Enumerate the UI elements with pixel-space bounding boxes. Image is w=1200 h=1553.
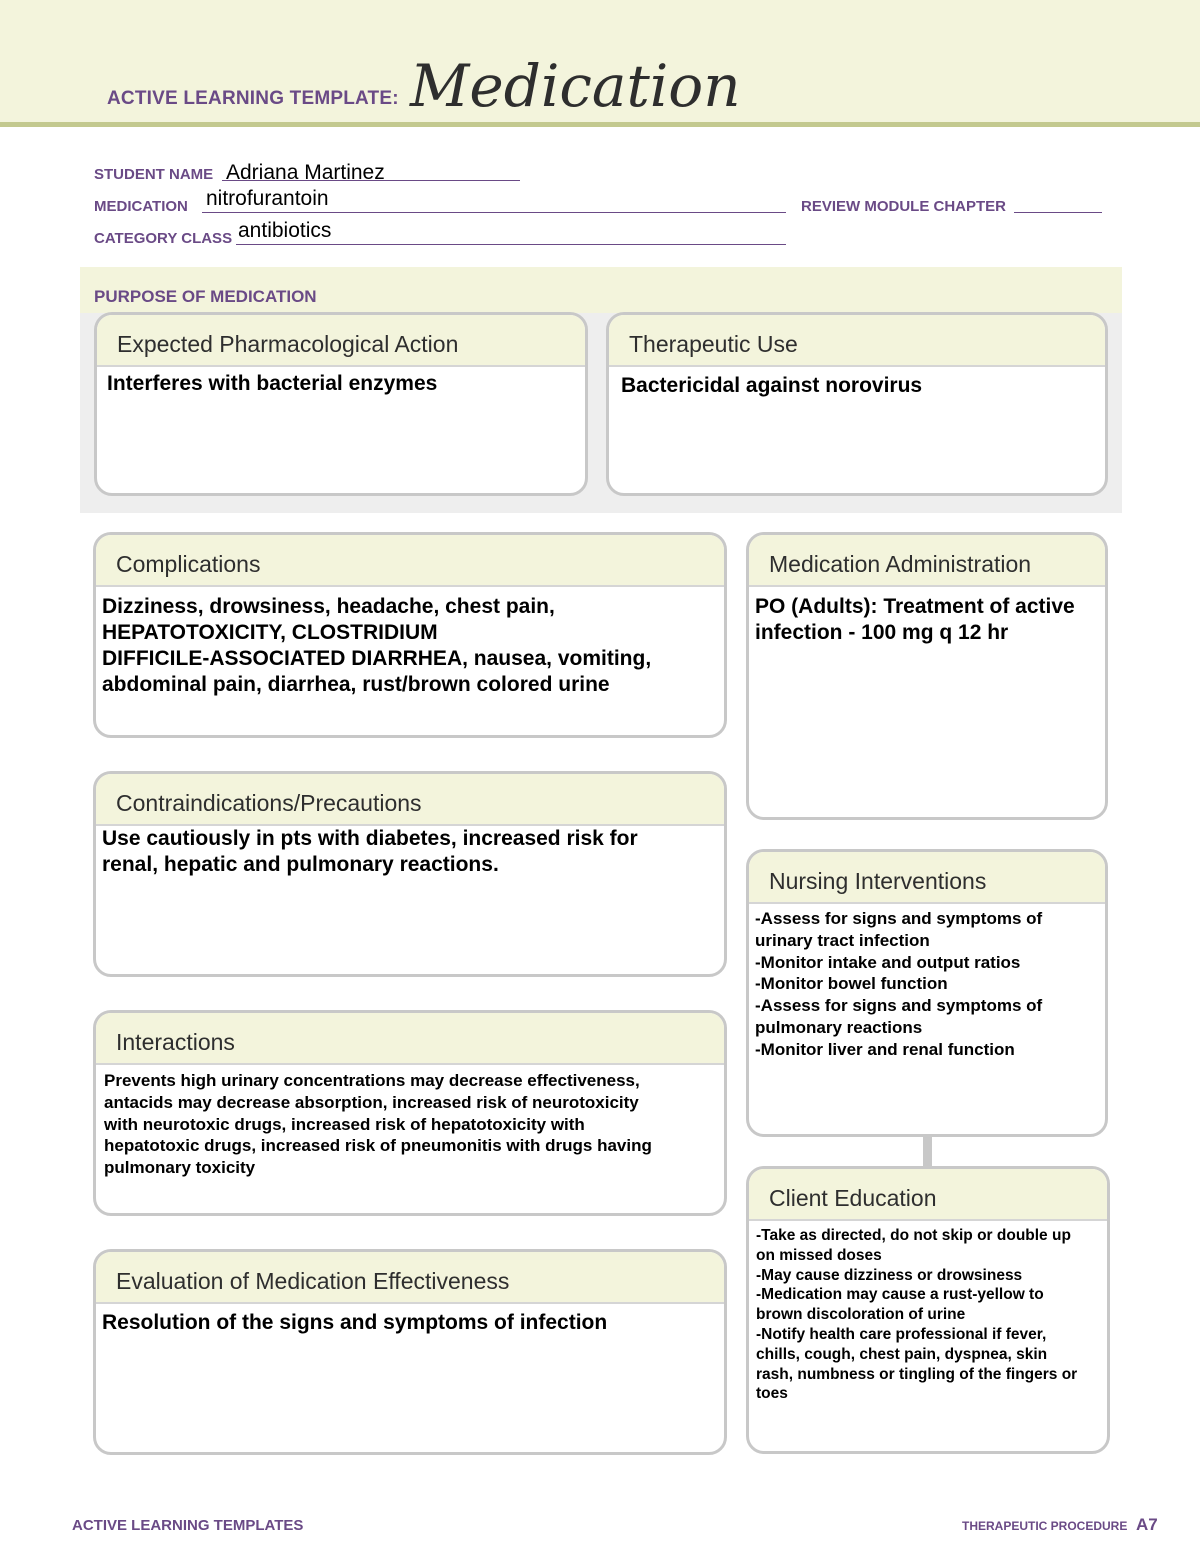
nursing-intervention-line: -Monitor liver and renal function bbox=[755, 1039, 1015, 1059]
client-education-line: brown discoloration of urine bbox=[756, 1306, 966, 1324]
therapeutic-use-box bbox=[606, 312, 1108, 496]
page-title: Medication bbox=[410, 52, 741, 120]
complications-box bbox=[93, 532, 727, 738]
student-name-label: STUDENT NAME bbox=[94, 166, 214, 183]
medication-administration-box bbox=[746, 532, 1108, 820]
nursing-intervention-line: pulmonary reactions bbox=[755, 1017, 923, 1037]
complications-text[interactable] bbox=[96, 587, 724, 698]
therapeutic-use-title: Therapeutic Use bbox=[609, 315, 1105, 367]
expected-action-text[interactable]: Interferes with bacterial enzymes bbox=[107, 372, 438, 395]
evaluation-text[interactable]: Resolution of the signs and symptoms of infection bbox=[102, 1311, 608, 1334]
interactions-line: Prevents high urinary concentrations may decrease effectiveness, bbox=[104, 1071, 640, 1090]
nursing-interventions-text[interactable] bbox=[749, 904, 1105, 1061]
nursing-intervention-line: -Monitor bowel function bbox=[755, 974, 948, 994]
footer-template-label: ACTIVE LEARNING TEMPLATES bbox=[72, 1517, 304, 1534]
interactions-text[interactable] bbox=[96, 1065, 724, 1179]
review-module-line bbox=[1014, 212, 1102, 213]
review-module-label: REVIEW MODULE CHAPTER bbox=[801, 198, 1007, 215]
administration-line: PO (Adults): Treatment of active bbox=[755, 595, 1075, 618]
client-education-line: -Notify health care professional if fever, bbox=[756, 1325, 1047, 1343]
purpose-label: PURPOSE OF MEDICATION bbox=[94, 287, 317, 306]
page-number: A7 bbox=[1136, 1515, 1158, 1534]
therapeutic-use-text[interactable]: Bactericidal against norovirus bbox=[621, 374, 923, 397]
complications-line: Dizziness, drowsiness, headache, chest pain, bbox=[102, 595, 555, 618]
interactions-line: hepatotoxic drugs, increased risk of pneumonitis with drugs having bbox=[104, 1136, 652, 1156]
complications-line: HEPATOTOXICITY, CLOSTRIDIUM bbox=[102, 621, 438, 644]
medication-line bbox=[202, 212, 786, 213]
nursing-interventions-box bbox=[746, 849, 1108, 1137]
complications-line: abdominal pain, diarrhea, rust/brown colored urine bbox=[102, 673, 610, 696]
nursing-intervention-line: urinary tract infection bbox=[755, 930, 930, 950]
category-class-label: CATEGORY CLASS bbox=[94, 230, 233, 247]
medication-administration-text[interactable] bbox=[749, 587, 1105, 646]
client-education-line: rash, numbness or tingling of the fingers or bbox=[756, 1365, 1078, 1383]
client-education-line: chills, cough, chest pain, dyspnea, skin bbox=[756, 1345, 1048, 1363]
contraindications-text[interactable] bbox=[96, 826, 724, 878]
administration-line: infection - 100 mg q 12 hr bbox=[755, 621, 1009, 644]
footer-section-label: THERAPEUTIC PROCEDURE bbox=[962, 1519, 1128, 1533]
expected-action-title: Expected Pharmacological Action bbox=[97, 315, 585, 367]
client-education-line: -May cause dizziness or drowsiness bbox=[756, 1266, 1023, 1284]
nursing-intervention-line: -Assess for signs and symptoms of bbox=[755, 909, 1043, 928]
client-education-title: Client Education bbox=[749, 1169, 1107, 1221]
client-education-line: on missed doses bbox=[756, 1246, 882, 1264]
medication-label: MEDICATION bbox=[94, 198, 188, 215]
expected-action-box bbox=[94, 312, 588, 496]
nursing-intervention-line: -Assess for signs and symptoms of bbox=[755, 996, 1043, 1016]
client-education-line: -Medication may cause a rust-yellow to bbox=[756, 1286, 1044, 1304]
client-education-line: toes bbox=[756, 1385, 788, 1403]
contraindications-line: renal, hepatic and pulmonary reactions. bbox=[102, 853, 499, 876]
complications-line: DIFFICILE-ASSOCIATED DIARRHEA, nausea, vomiting, bbox=[102, 647, 652, 670]
contraindications-line: Use cautiously in pts with diabetes, increased risk for bbox=[102, 827, 638, 850]
evaluation-title: Evaluation of Medication Effectiveness bbox=[96, 1252, 724, 1304]
box-connector bbox=[923, 1136, 932, 1166]
complications-title: Complications bbox=[96, 535, 724, 587]
interactions-line: antacids may decrease absorption, increased risk of neurotoxicity bbox=[104, 1092, 639, 1112]
interactions-box bbox=[93, 1010, 727, 1216]
contraindications-box bbox=[93, 771, 727, 977]
category-class-line bbox=[236, 244, 786, 245]
interactions-title: Interactions bbox=[96, 1013, 724, 1065]
nursing-intervention-line: -Monitor intake and output ratios bbox=[755, 952, 1021, 972]
nursing-interventions-title: Nursing Interventions bbox=[749, 852, 1105, 904]
contraindications-title: Contraindications/Precautions bbox=[96, 774, 724, 826]
evaluation-box bbox=[93, 1249, 727, 1455]
medication-administration-title: Medication Administration bbox=[749, 535, 1105, 587]
category-class-field[interactable]: antibiotics bbox=[238, 219, 332, 242]
client-education-box bbox=[746, 1166, 1110, 1454]
medication-field[interactable]: nitrofurantoin bbox=[206, 187, 329, 210]
student-name-field[interactable]: Adriana Martinez bbox=[226, 161, 385, 184]
template-label: ACTIVE LEARNING TEMPLATE: bbox=[107, 88, 399, 109]
client-education-text[interactable] bbox=[749, 1221, 1107, 1404]
interactions-line: with neurotoxic drugs, increased risk of hepatotoxicity with bbox=[104, 1114, 585, 1134]
client-education-line: -Take as directed, do not skip or double up bbox=[756, 1227, 1071, 1244]
interactions-line: pulmonary toxicity bbox=[104, 1158, 256, 1178]
